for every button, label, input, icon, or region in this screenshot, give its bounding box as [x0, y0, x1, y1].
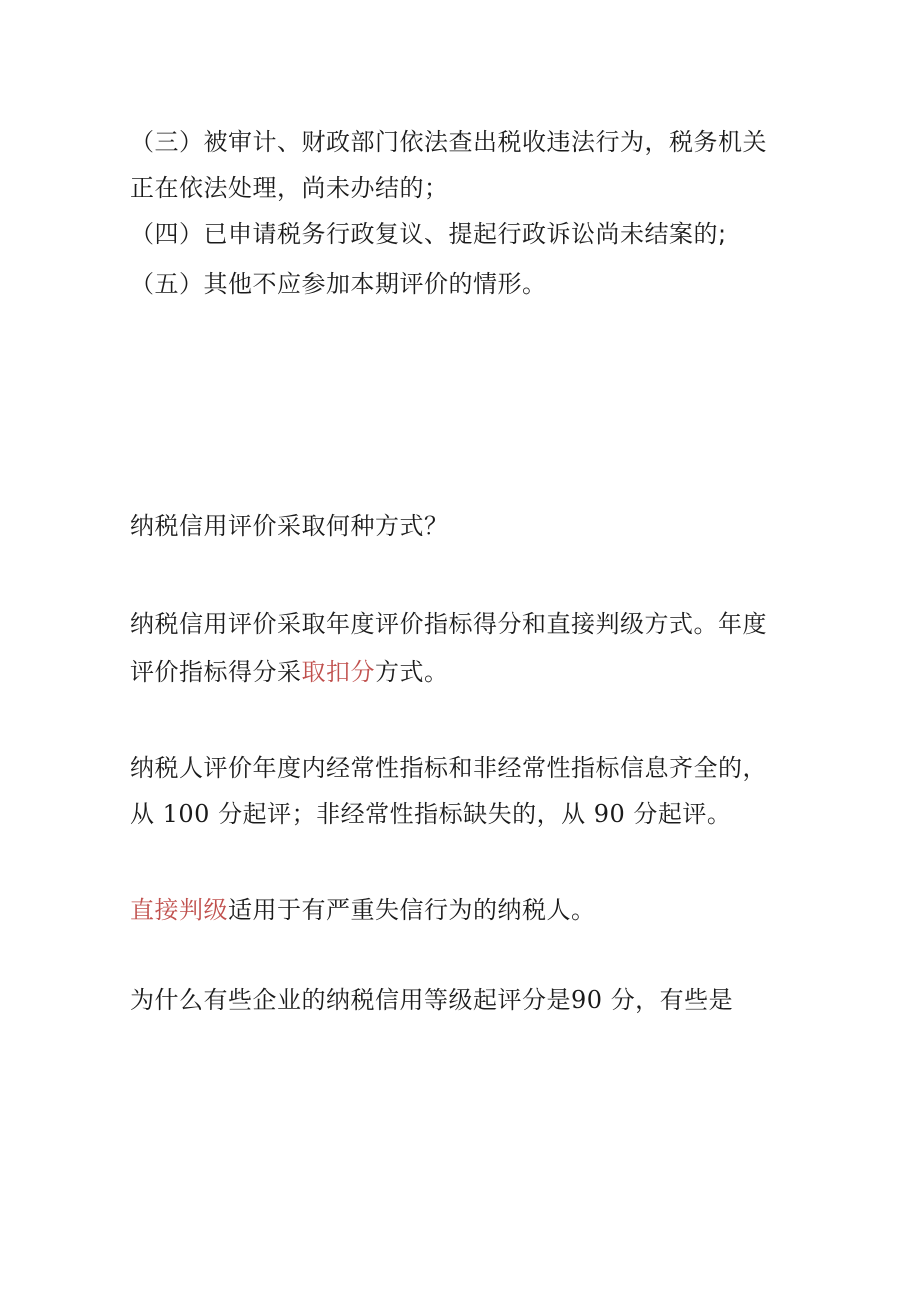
highlight-direct-rating: 直接判级	[130, 896, 228, 924]
question-2-text-before: 为什么有些企业的纳税信用等级起评分是	[130, 986, 571, 1014]
paragraph-2-line-1: 纳税人评价年度内经常性指标和非经常性指标信息齐全的，	[130, 754, 767, 782]
paragraph-2-text-1: 从	[130, 800, 155, 828]
paragraph-1-line-2	[130, 656, 790, 688]
list-item-5: （五）其他不应参加本期评价的情形。	[130, 270, 547, 298]
paragraph-1-text-before: 评价指标得分采	[130, 658, 302, 686]
paragraph-1-line-1: 纳税信用评价采取年度评价指标得分和直接判级方式。年度	[130, 610, 767, 638]
question-2-text-after: 分，有些是	[610, 986, 734, 1014]
paragraph-2-text-2: 分起评；非经常性指标缺失的，从	[218, 800, 586, 828]
highlight-deduction-method: 取扣分	[301, 658, 375, 686]
question-heading-2	[130, 984, 790, 1016]
paragraph-3	[130, 894, 790, 926]
paragraph-2-line-2	[130, 798, 790, 830]
list-item-3-line-1: （三）被审计、财政部门依法查出税收违法行为，税务机关	[130, 128, 767, 156]
score-100: 100	[162, 800, 210, 828]
paragraph-2-text-3: 分起评。	[633, 800, 732, 828]
list-item-4: （四）已申请税务行政复议、提起行政诉讼尚未结案的;	[130, 220, 727, 248]
paragraph-3-text: 适用于有严重失信行为的纳税人。	[228, 896, 596, 924]
score-90: 90	[593, 800, 626, 828]
list-item-3-line-2: 正在依法处理，尚未办结的；	[130, 174, 449, 202]
question-heading-1: 纳税信用评价采取何种方式？	[130, 512, 449, 540]
question-2-score: 90	[571, 986, 603, 1014]
paragraph-1-text-after: 方式。	[375, 658, 449, 686]
